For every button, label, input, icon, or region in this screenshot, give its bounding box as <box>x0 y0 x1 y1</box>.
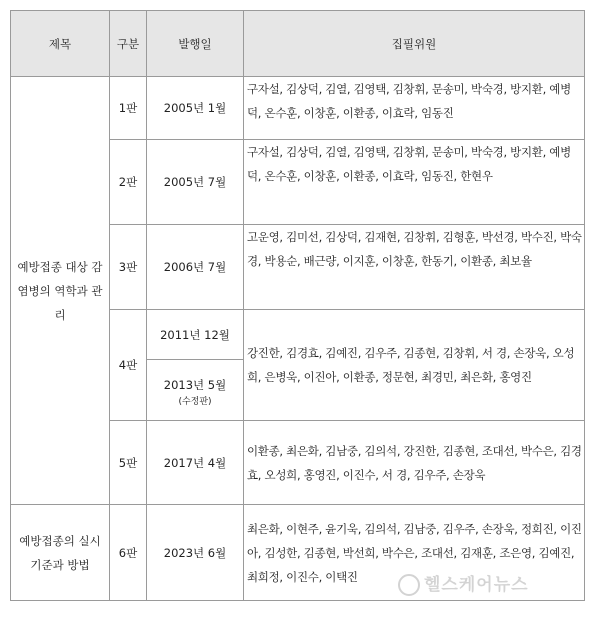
date-cell-revised <box>147 360 244 421</box>
group-title-2: 예방접종의 실시 기준과 방법 <box>11 505 110 601</box>
watermark <box>398 570 529 596</box>
header-row <box>11 11 585 77</box>
authors-cell: 구자설, 김상덕, 김열, 김영택, 김창휘, 문송미, 박숙경, 방지환, 예병덕, 온수훈, 이창훈, 이환종, 이효락, 임동진, 한현우 <box>244 140 585 225</box>
date-cell: 2005년 1월 <box>147 77 244 140</box>
header-authors: 집필위원 <box>244 11 585 77</box>
group-title-1: 예방접종 대상 감염병의 역학과 관리 <box>11 77 110 505</box>
date-cell: 2005년 7월 <box>147 140 244 225</box>
authors-cell: 구자설, 김상덕, 김열, 김영택, 김창휘, 문송미, 박숙경, 방지환, 예병덕, 온수훈, 이창훈, 이환종, 이효락, 임동진 <box>244 77 585 140</box>
header-edition: 구분 <box>110 11 147 77</box>
date-cell: 2006년 7월 <box>147 225 244 310</box>
edition-cell: 5판 <box>110 421 147 505</box>
edition-cell: 1판 <box>110 77 147 140</box>
authors-cell: 이환종, 최은화, 김남중, 김의석, 강진한, 김종현, 조대선, 박수은, 김경효, 오성희, 홍영진, 이진수, 서 경, 김우주, 손장욱 <box>244 421 585 505</box>
date-cell: 2011년 12월 <box>147 310 244 360</box>
header-title: 제목 <box>11 11 110 77</box>
edition-cell: 2판 <box>110 140 147 225</box>
date-cell: 2023년 6월 <box>147 505 244 601</box>
edition-cell: 4판 <box>110 310 147 421</box>
edition-cell: 6판 <box>110 505 147 601</box>
revised-note: (수정판) <box>178 396 212 407</box>
watermark-logo-icon <box>398 574 420 596</box>
table-row <box>11 77 585 140</box>
publication-history-table <box>10 10 585 601</box>
authors-cell: 고운영, 김미선, 김상덕, 김재현, 김창휘, 김형훈, 박선경, 박수진, 박숙경, 박용순, 배근량, 이지훈, 이창훈, 한동기, 이환종, 최보율 <box>244 225 585 310</box>
header-date: 발행일 <box>147 11 244 77</box>
authors-cell: 강진한, 김경효, 김예진, 김우주, 김종현, 김창휘, 서 경, 손장욱, 오성희, 은병욱, 이진아, 이환종, 정문현, 최경민, 최은화, 홍영진 <box>244 310 585 421</box>
date-cell: 2017년 4월 <box>147 421 244 505</box>
edition-cell: 3판 <box>110 225 147 310</box>
revised-date: 2013년 5월 <box>163 377 227 392</box>
authors-cell: 최은화, 이현주, 윤기욱, 김의석, 김남중, 김우주, 손장욱, 정희진, 이진아, 김성한, 김종현, 박선희, 박수은, 조대선, 김재훈, 조은영, 김예진, 최희정, 이진수, 이택진 <box>244 505 585 601</box>
watermark-text: 헬스케어뉴스 <box>424 575 529 595</box>
